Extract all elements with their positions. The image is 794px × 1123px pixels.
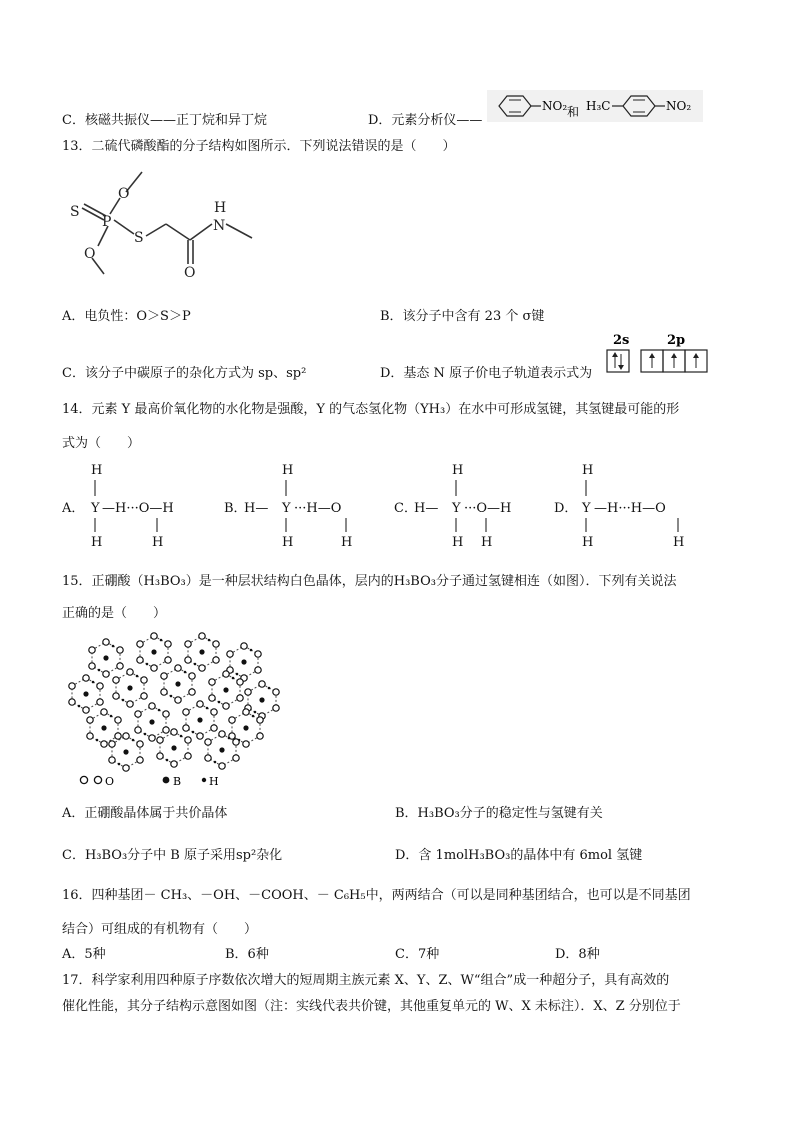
legend-b-label: B <box>173 775 182 788</box>
q15-stem-line1: 15．正硼酸（H₃BO₃）是一种层状结构白色晶体，层内的H₃BO₃分子通过氢键相连（如图）．下列有关说法 <box>62 574 677 589</box>
nitro-label-1: NO₂ <box>542 99 568 113</box>
atom-s-double: S <box>70 204 80 220</box>
svg-text:H: H <box>282 535 294 550</box>
svg-text:—H···H—O: —H···H—O <box>594 501 666 516</box>
q14-stem-line2: 式为（ ） <box>62 436 141 451</box>
q13-option-c: C．该分子中碳原子的杂化方式为 sp、sp² <box>62 366 307 381</box>
nitro-label-2: NO₂ <box>666 99 692 113</box>
q13-option-d: D．基态 N 原子价电子轨道表示式为 <box>380 366 593 381</box>
svg-text:Y: Y <box>582 501 591 516</box>
svg-text:···O—H: ···O—H <box>464 501 512 516</box>
svg-text:Y: Y <box>91 501 100 516</box>
svg-text:H: H <box>282 463 294 478</box>
atom-n: N <box>213 218 226 234</box>
q13-molecule-diagram <box>62 168 302 278</box>
svg-text:Y: Y <box>452 501 461 516</box>
svg-text:H: H <box>91 463 103 478</box>
lattice-legend <box>76 772 226 790</box>
svg-text:H: H <box>152 535 164 550</box>
q15-option-c: C．H₃BO₃分子中 B 原子采用sp²杂化 <box>62 848 283 863</box>
boric-acid-lattice-diagram <box>66 628 281 786</box>
q17-stem-line2: 催化性能，其分子结构示意图如图（注：实线代表共价键，其他重复单元的 W、X 未标注）．X、Z 分别位于 <box>62 999 681 1014</box>
svg-text:H: H <box>582 535 594 550</box>
svg-text:H: H <box>673 535 685 550</box>
q14-option-d-label: D． <box>554 501 578 516</box>
q15-option-a: A．正硼酸晶体属于共价晶体 <box>62 806 228 821</box>
q15-stem-line2: 正确的是（ ） <box>62 606 167 621</box>
svg-text:H—: H— <box>244 501 269 516</box>
orbital-diagram <box>603 330 723 378</box>
svg-text:—H···O—H: —H···O—H <box>102 501 174 516</box>
q12-option-d: D．元素分析仪—— <box>368 113 483 128</box>
q12-nitro-structures <box>487 90 703 122</box>
q16-stem-line1: 16．四种基团－ CH₃、－OH、－COOH、－ C₆H₅中，两两结合（可以是同种基团结合，也可以是不同基团 <box>62 888 691 903</box>
svg-text:H: H <box>582 463 594 478</box>
q14-hydrogen-bond-options <box>62 458 742 550</box>
svg-text:H—: H— <box>414 501 439 516</box>
q12-option-c: C．核磁共振仪——正丁烷和异丁烷 <box>62 113 267 128</box>
and-label: 和 <box>567 105 580 119</box>
q14-stem-line1: 14．元素 Y 最高价氧化物的水化物是强酸，Y 的气态氢化物（YH₃）在水中可形成氢键，其氢键最可能的形 <box>62 402 680 417</box>
q14-option-b-label: B． <box>224 501 247 516</box>
legend-h-label: H <box>209 775 219 788</box>
q16-option-a: A．5种 <box>62 947 106 962</box>
q15-option-b: B．H₃BO₃分子的稳定性与氢键有关 <box>395 806 603 821</box>
q13-option-a: A．电负性：O＞S＞P <box>62 309 191 324</box>
atom-p: P <box>102 214 112 230</box>
q13-stem: 13．二硫代磷酸酯的分子结构如图所示．下列说法错误的是（ ） <box>62 139 456 154</box>
atom-o-upper: O <box>118 186 130 202</box>
atom-o-lower: O <box>84 246 96 262</box>
atom-o-carbonyl: O <box>184 265 196 278</box>
q14-option-c-label: C． <box>394 501 417 516</box>
svg-text:H: H <box>452 535 464 550</box>
q14-option-a-label: A． <box>62 501 85 516</box>
svg-text:H: H <box>481 535 493 550</box>
orbital-2s-label: 2s <box>613 333 630 348</box>
svg-text:H: H <box>452 463 464 478</box>
svg-text:Y: Y <box>282 501 291 516</box>
q17-stem-line1: 17．科学家利用四种原子序数依次增大的短周期主族元素 X、Y、Z、W“组合”成一种超分子，具有高效的 <box>62 973 670 988</box>
atom-h: H <box>214 200 227 216</box>
svg-text:···H—O: ···H—O <box>294 501 342 516</box>
svg-text:H: H <box>91 535 103 550</box>
q15-option-d: D．含 1molH₃BO₃的晶体中有 6mol 氢键 <box>395 848 643 863</box>
q13-option-b: B．该分子中含有 23 个 σ键 <box>380 309 545 324</box>
q16-option-d: D．8种 <box>555 947 600 962</box>
orbital-2p-label: 2p <box>667 333 686 348</box>
methyl-label: H₃C <box>586 99 611 113</box>
legend-o-label: O <box>105 775 115 788</box>
svg-text:H: H <box>341 535 353 550</box>
q16-option-c: C．7种 <box>395 947 440 962</box>
atom-s-single: S <box>134 230 144 246</box>
q16-option-b: B．6种 <box>225 947 269 962</box>
q16-stem-line2: 结合）可组成的有机物有（ ） <box>62 922 258 937</box>
